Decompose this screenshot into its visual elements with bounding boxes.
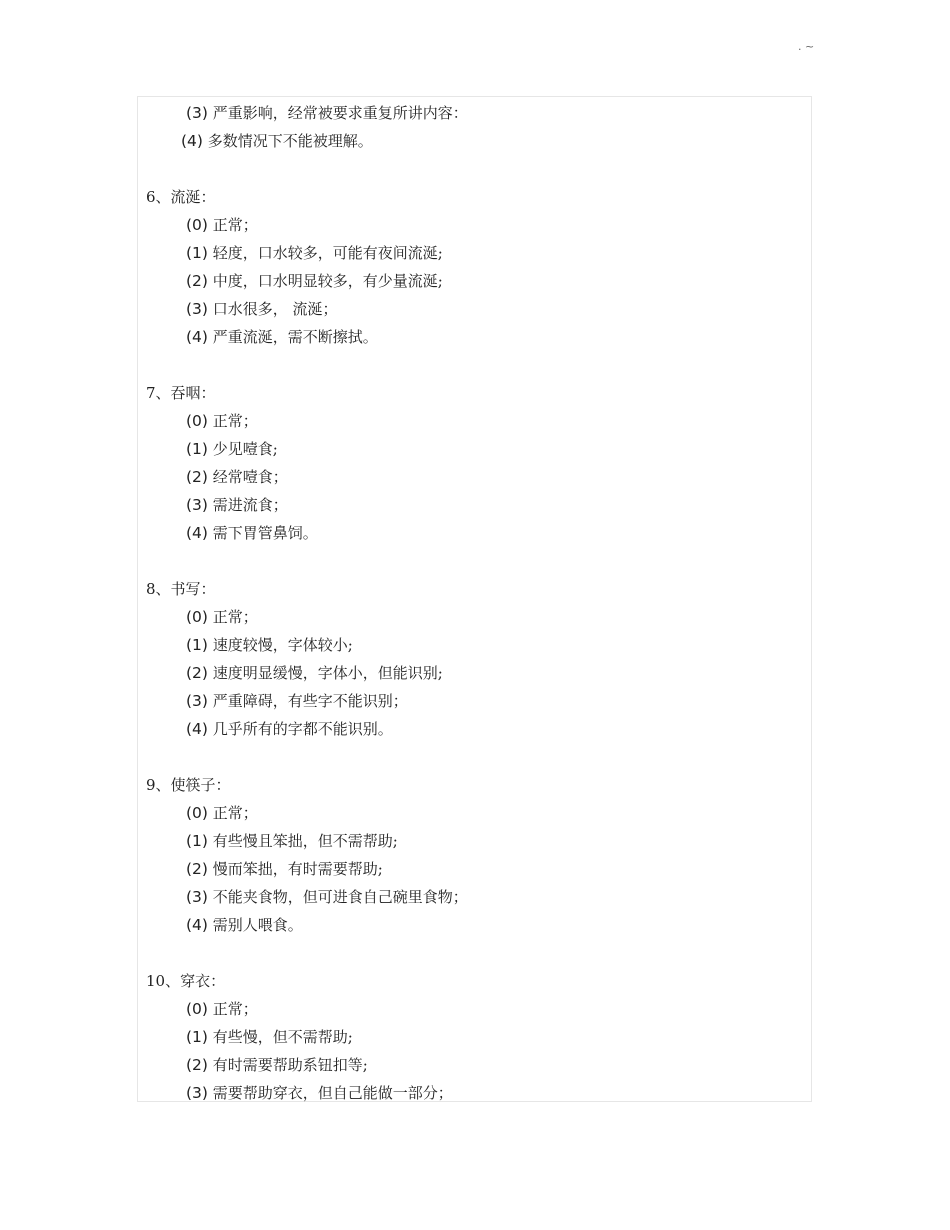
item-text: 经常噎食； [212, 468, 288, 486]
item-text: 不能夹食物，但可进食自己碗里食物； [212, 888, 468, 906]
item-score: (3) [186, 1084, 208, 1102]
list-item [186, 299, 338, 319]
item-text: 需下胃管鼻饲。 [212, 524, 318, 542]
item-score: (4) [186, 916, 208, 934]
list-item [186, 915, 303, 935]
list-item [186, 803, 258, 823]
item-score: (3) [186, 496, 208, 514]
item-score: (0) [186, 608, 208, 626]
item-text: 需进流食； [212, 496, 288, 514]
item-text: 需别人喂食。 [212, 916, 303, 934]
item-text: 少见噎食; [212, 440, 278, 458]
item-text: 中度，口水明显较多，有少量流涎; [212, 272, 443, 290]
item-text: 几乎所有的字都不能识别。 [212, 720, 393, 738]
item-score: (4) [186, 720, 208, 738]
item-score: (2) [186, 1056, 208, 1074]
item-score: (4) [186, 524, 208, 542]
item-score: (4) [186, 328, 208, 346]
item-score: (0) [186, 1000, 208, 1018]
item-text: 口水很多， 流涎； [212, 300, 338, 318]
item-text: 严重影响，经常被要求重复所讲内容： [212, 104, 468, 122]
list-item [186, 411, 258, 431]
list-item [186, 691, 408, 711]
item-score: (0) [186, 412, 208, 430]
item-score: (2) [186, 860, 208, 878]
list-item [186, 859, 383, 879]
list-item [186, 999, 258, 1019]
list-item [186, 719, 393, 739]
item-text: 严重流涎，需不断擦拭。 [212, 328, 378, 346]
list-item [186, 1027, 353, 1047]
list-item [186, 103, 468, 123]
item-score: (2) [186, 468, 208, 486]
item-text: 需要帮助穿衣，但自己能做一部分； [212, 1084, 453, 1102]
item-score: (3) [186, 300, 208, 318]
item-score: (1) [186, 636, 208, 654]
item-text: 正常； [212, 608, 258, 626]
list-item [186, 523, 318, 543]
item-text: 有时需要帮助系钮扣等; [212, 1056, 368, 1074]
list-item [186, 215, 258, 235]
document-frame [137, 96, 812, 1102]
item-score: (1) [186, 1028, 208, 1046]
list-item [186, 439, 278, 459]
list-item [186, 467, 288, 487]
item-score: (2) [186, 272, 208, 290]
section-title: 10、穿衣： [146, 972, 226, 990]
list-item [186, 495, 288, 515]
list-item [186, 243, 443, 263]
item-text: 速度明显缓慢，字体小，但能识别; [212, 664, 443, 682]
item-score: (3) [186, 692, 208, 710]
list-item [186, 1083, 453, 1103]
item-text: 严重障碍，有些字不能识别； [212, 692, 408, 710]
item-score: (1) [186, 832, 208, 850]
list-item [186, 327, 378, 347]
item-text: 轻度，口水较多，可能有夜间流涎; [212, 244, 443, 262]
item-text: 正常； [212, 412, 258, 430]
item-text: 有些慢，但不需帮助; [212, 1028, 353, 1046]
item-score: (3) [186, 104, 208, 122]
item-text: 速度较慢，字体较小; [212, 636, 353, 654]
item-text: 多数情况下不能被理解。 [207, 132, 373, 150]
section-title: 8、书写： [146, 580, 216, 598]
list-item [186, 663, 443, 683]
list-item [181, 131, 373, 151]
item-text: 正常； [212, 216, 258, 234]
list-item [186, 607, 258, 627]
list-item [186, 887, 468, 907]
list-item [186, 831, 398, 851]
list-item [186, 635, 353, 655]
item-score: (3) [186, 888, 208, 906]
item-text: 有些慢且笨拙，但不需帮助; [212, 832, 398, 850]
section-title: 7、吞咽： [146, 384, 216, 402]
item-text: 正常； [212, 1000, 258, 1018]
section-title: 6、流涎： [146, 188, 216, 206]
list-item [186, 271, 443, 291]
item-score: (0) [186, 216, 208, 234]
item-score: (1) [186, 244, 208, 262]
page-corner-mark: . ~ [798, 40, 815, 53]
item-score: (1) [186, 440, 208, 458]
item-score: (4) [181, 132, 203, 150]
section-title: 9、使筷子： [146, 776, 231, 794]
item-text: 正常； [212, 804, 258, 822]
item-score: (2) [186, 664, 208, 682]
list-item [186, 1055, 368, 1075]
item-text: 慢而笨拙，有时需要帮助; [212, 860, 383, 878]
item-score: (0) [186, 804, 208, 822]
